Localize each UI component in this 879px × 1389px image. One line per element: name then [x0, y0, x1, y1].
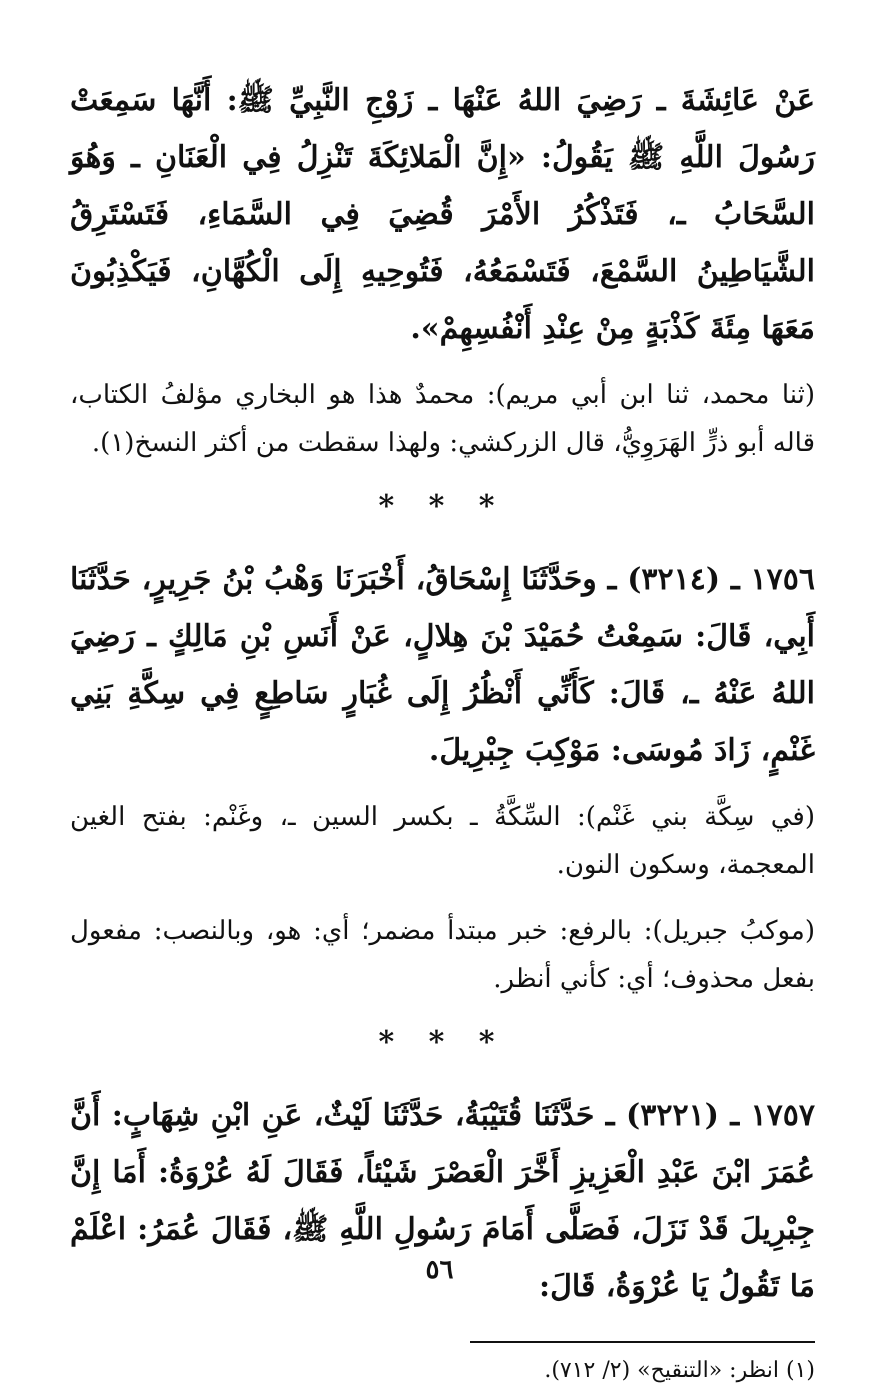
text-line: فَصَلَّى أَمَامَ رَسُولِ اللَّهِ ﷺ، فَقَالَ عُمَرُ: اعْلَمْ مَا تَقُولُ يَا عُرْوَةُ، قَالَ: [70, 1212, 815, 1304]
commentary-note [70, 371, 815, 467]
hadith-1756 [70, 551, 815, 1003]
hadith-1755 [70, 72, 815, 467]
commentary-note [70, 793, 815, 889]
text-line: (ثنا محمد، ثنا ابن أبي مريم): محمدٌ هذا هو البخاري مؤلفُ الكتاب، [70, 380, 815, 410]
section-separator: * * * [378, 1025, 507, 1060]
text-line: قاله أبو ذرٍّ الهَرَوِيُّ، قال الزركشي: ولهذا سقطت من أكثر النسخ(١). [91, 428, 815, 458]
commentary-note [70, 907, 815, 1003]
text-line: كَأَنِّي أَنْظُرُ إِلَى غُبَارٍ سَاطِعٍ فِي سِكَّةِ بَنِي غَنْمٍ، زَادَ مُوسَى: مَوْكِبَ جِبْرِيلَ. [70, 676, 815, 768]
text-line: قَالَ: سَمِعْتُ حُمَيْدَ بْنَ هِلالٍ، عَنْ أَنَسِ بْنِ مَالِكٍ ـ رَضِيَ اللهُ عَنْهُ ـ، قَالَ: [70, 619, 816, 711]
footnote-divider [470, 1341, 815, 1343]
hadith-text [70, 72, 815, 357]
text-line: وسكون النون. [556, 850, 710, 880]
section-separator: * * * [378, 489, 507, 524]
text-line: يَقُولُ: «إِنَّ الْمَلائِكَةَ تَنْزِلُ فِي الْعَنَانِ ـ وَهُوَ السَّحَابُ ـ، فَتَذْكُرُ الأَمْرَ قُضِيَ [70, 140, 815, 232]
text-line: فِي السَّمَاءِ، فَتَسْتَرِقُ الشَّيَاطِينُ السَّمْعَ، فَتَسْمَعُهُ، فَتُوحِيهِ إِلَى الْكُهَّانِ، [70, 197, 816, 289]
text-line: ١٧٥٧ ـ (٣٢٢١) ـ حَدَّثَنَا قُتَيْبَةُ، حَدَّثَنَا لَيْثٌ، عَنِ ابْنِ شِهَابٍ: أَنَّ عُمَرَ [70, 1098, 816, 1190]
text-line: (موكبُ جبريل): بالرفع: خبر مبتدأ مضمر؛ أي: هو، وبالنصب: مفعول [70, 916, 815, 946]
text-line: بفعل محذوف؛ أي: كأني أنظر. [493, 964, 815, 994]
text-line: ابْنَ عَبْدِ الْعَزِيزِ أَخَّرَ الْعَصْرَ شَيْئاً، فَقَالَ لَهُ عُرْوَةُ: أَمَا إِنَّ جِبْرِيلَ قَدْ نَزَلَ، [70, 1155, 815, 1247]
footnote: (١) انظر: «التنقيح» (٢/ ٧١٢). [544, 1358, 815, 1383]
text-line: (في سِكَّة بني غَنْم): السِّكَّةُ ـ بكسر السين ـ، وغَنْم: بفتح الغين المعجمة، [70, 802, 815, 880]
page-number: ٥٦ [425, 1255, 454, 1285]
hadith-text [70, 551, 815, 779]
text-line: عَنْ عَائِشَةَ ـ رَضِيَ اللهُ عَنْهَا ـ زَوْجِ النَّبِيِّ ﷺ: أَنَّهَا سَمِعَتْ رَسُولَ اللَّهِ ﷺ [70, 83, 815, 175]
text-line: فَيَكْذِبُونَ مَعَهَا مِئَةَ كَذْبَةٍ مِنْ عِنْدِ أَنْفُسِهِمْ». [70, 254, 815, 346]
text-line: ١٧٥٦ ـ (٣٢١٤) ـ وحَدَّثَنَا إِسْحَاقُ، أَخْبَرَنَا وَهْبُ بْنُ جَرِيرٍ، حَدَّثَنَا أَبِي، [70, 562, 815, 654]
